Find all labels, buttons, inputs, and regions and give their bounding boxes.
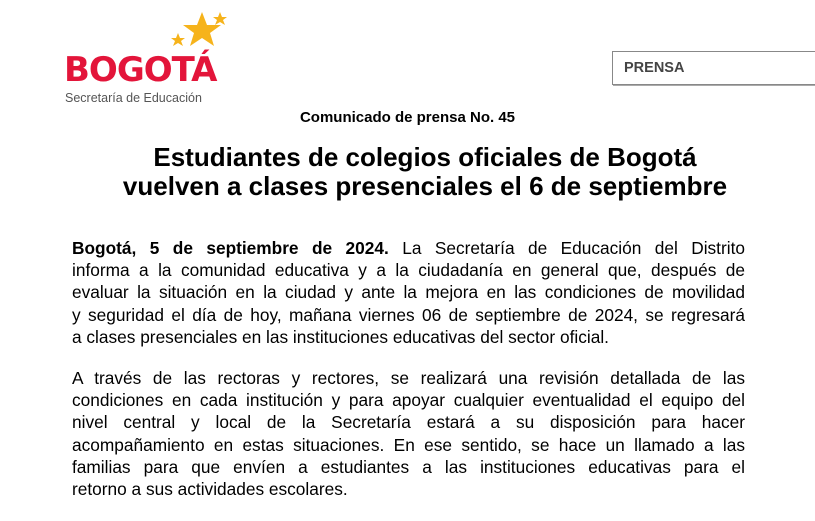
dateline: Bogotá, 5 de septiembre de 2024.: [72, 238, 389, 258]
section-label: PRENSA: [624, 60, 685, 76]
stars-icon: [60, 8, 235, 50]
paragraph-2: [72, 367, 745, 500]
body-line: familias para que envíen a estudiantes a las instituciones educativas para el: [72, 456, 745, 477]
body-line: retorno a sus actividades escolares.: [72, 479, 348, 500]
release-number: Comunicado de prensa No. 45: [299, 109, 516, 126]
body-line: nivel central y local de la Secretaría estará a su disposición para hacer: [72, 412, 745, 433]
body-line: a clases presenciales en las instituciones educativas del sector oficial.: [72, 326, 609, 347]
page-title: [0, 143, 815, 201]
body-line: A través de las rectoras y rectores, se realizará una revisión detallada de las: [72, 368, 745, 388]
logo-subtitle: Secretaría de Educación: [65, 91, 202, 105]
logo-wordmark: BOGOTÁ: [64, 50, 217, 90]
section-label-box: [612, 51, 815, 85]
bogota-logo: [60, 8, 235, 104]
title-line: Estudiantes de colegios oficiales de Bogotá: [153, 142, 697, 172]
body-line: y seguridad el día de hoy, mañana viernes 06 de septiembre de 2024, se regresará: [72, 304, 745, 325]
title-line: vuelven a clases presenciales el 6 de septiembre: [122, 171, 728, 201]
body-line: [72, 237, 745, 259]
body-line: informa a la comunidad educativa y a la ciudadanía en general que, después de: [72, 260, 745, 281]
body-line: acompañamiento en estas situaciones. En ese sentido, se hace un llamado a las: [72, 434, 745, 455]
body-text: La Secretaría de Educación del Distrito: [388, 238, 745, 258]
body-line: evaluar la situación en la ciudad y ante la mejora en las condiciones de movilidad: [72, 282, 745, 303]
body-line: condiciones en cada institución y para apoyar cualquier eventualidad el equipo del: [72, 390, 745, 411]
paragraph-1: [72, 237, 745, 348]
